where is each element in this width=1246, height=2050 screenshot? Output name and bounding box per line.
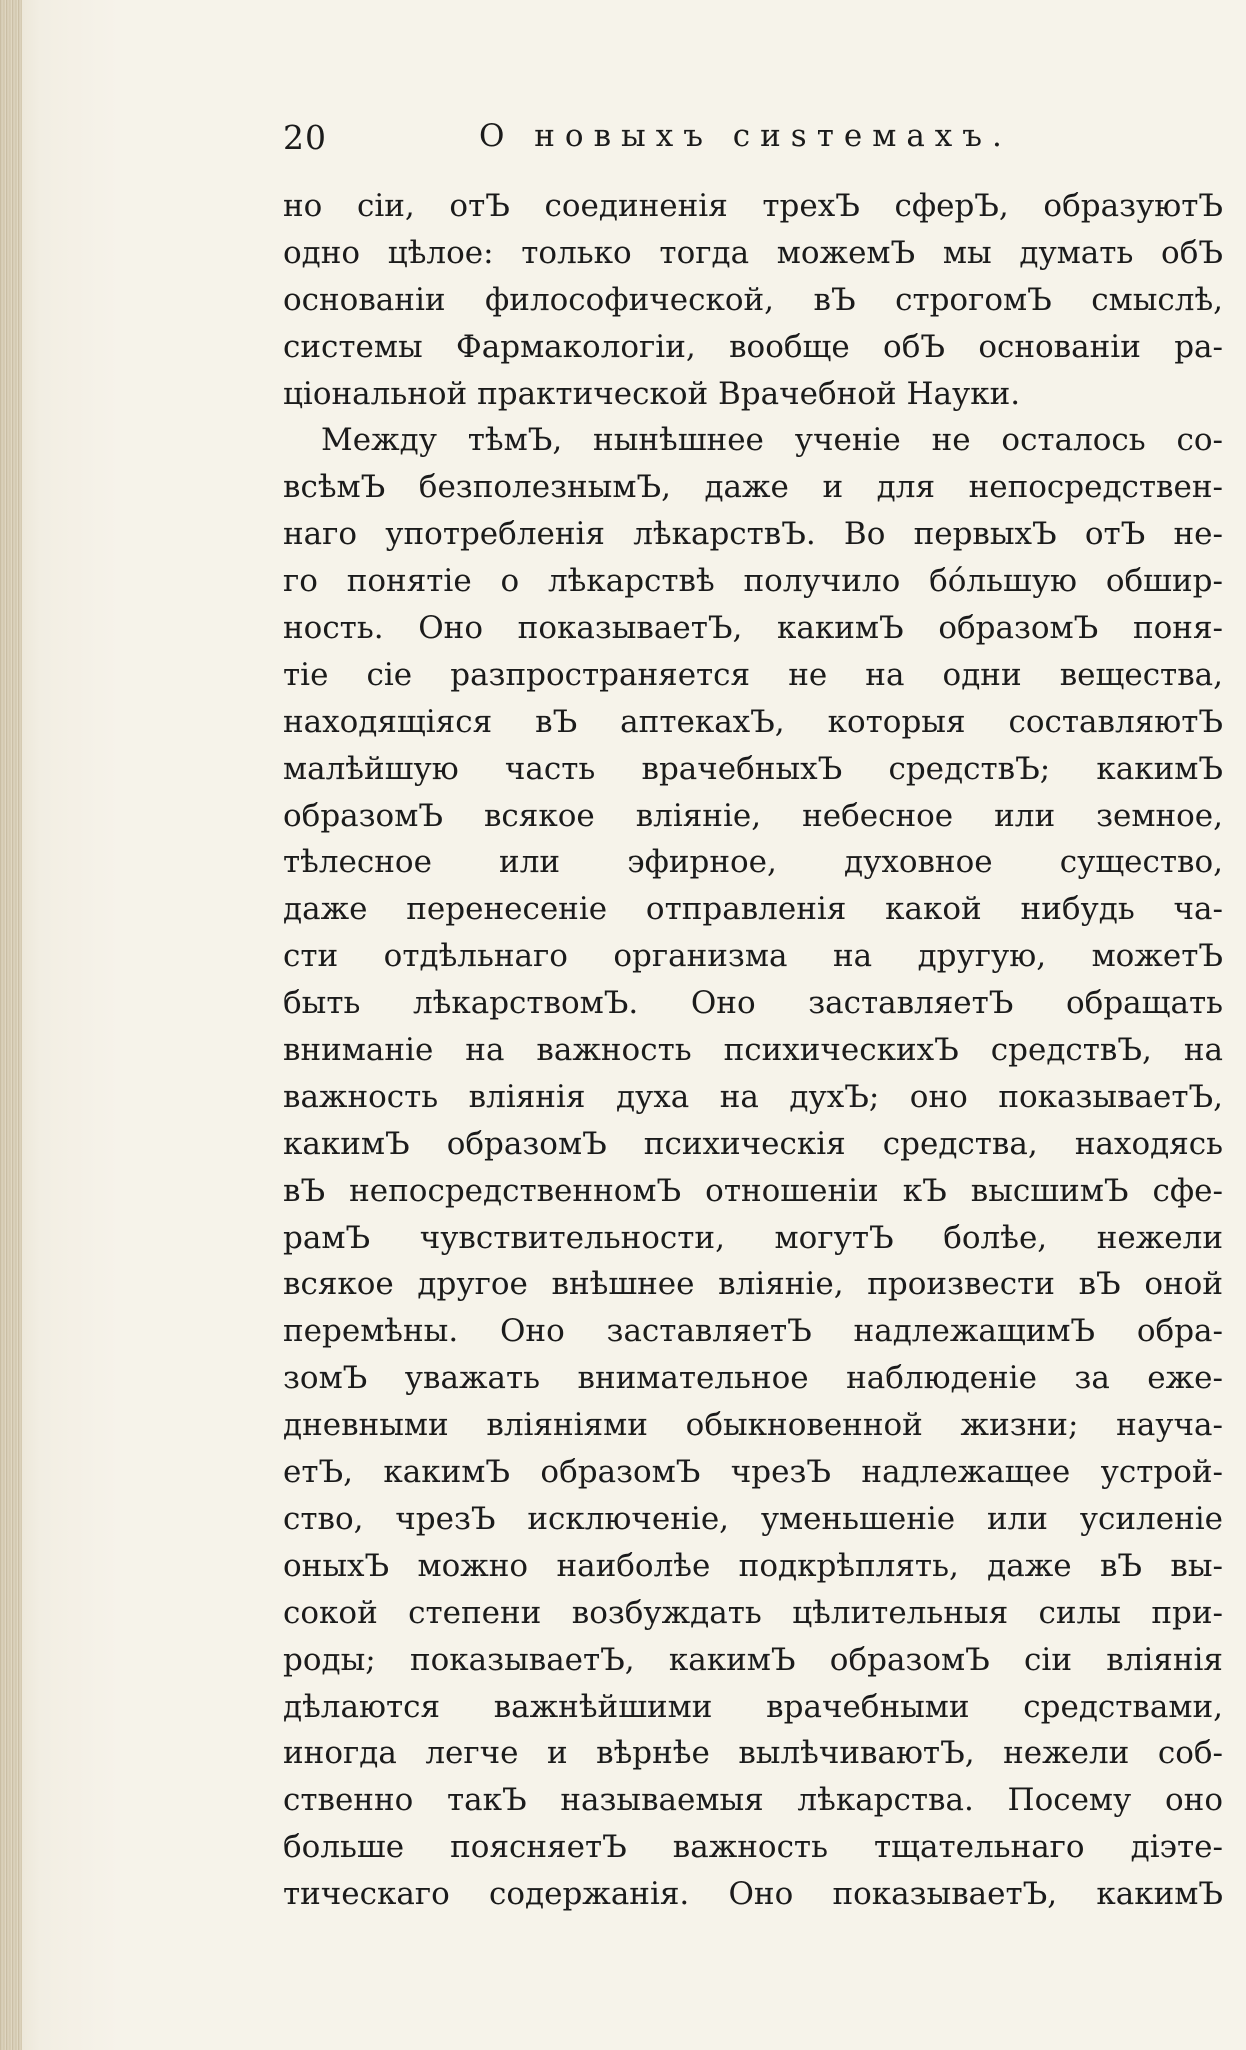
text-line: рамЪ чувствительности, могутЪ болѣе, нежели <box>283 1219 1223 1256</box>
text-line: какимЪ образомЪ психическія средства, находясь <box>283 1125 1223 1162</box>
text-line: но сіи, отЪ соединенія трехЪ сферЪ, образуютЪ <box>283 188 1223 224</box>
text-line: вниманіе на важность психическихЪ средствЪ, на <box>283 1032 1223 1069</box>
text-line: оныхЪ можно наиболѣе подкрѣплять, даже вЪ вы- <box>283 1547 1223 1584</box>
text-line: важность вліянія духа на духЪ; оно показываетЪ, <box>283 1078 1223 1115</box>
text-line: вЪ непосредственномЪ отношеніи кЪ высшимЪ сфе- <box>283 1172 1223 1209</box>
text-line: зомЪ уважать внимательное наблюденіе за еже- <box>283 1360 1223 1397</box>
page-header <box>283 118 1043 168</box>
text-line: дневными вліяніями обыкновенной жизни; науча- <box>283 1407 1223 1444</box>
text-line: ство, чрезЪ исключеніе, уменьшеніе или усиленіе <box>283 1500 1223 1537</box>
text-line: сокой степени возбуждать цѣлительныя силы при- <box>283 1594 1223 1631</box>
text-line: перемѣны. Оно заставляетЪ надлежащимЪ обра- <box>283 1313 1223 1350</box>
text-line: системы Фармакологіи, вообще обЪ основаніи ра- <box>283 328 1223 365</box>
text-line: малѣйшую часть врачебныхЪ средствЪ; какимЪ <box>283 750 1223 787</box>
text-line: находящіяся вЪ аптекахЪ, которыя составляютЪ <box>283 703 1223 740</box>
text-line: го понятіе о лѣкарствѣ получило бо́льшую обшир- <box>283 563 1223 600</box>
text-line: ность. Оно показываетЪ, какимЪ образомЪ поня- <box>283 610 1223 647</box>
text-line: тіе сіе разпространяется не на одни вещества, <box>283 656 1223 693</box>
text-line: быть лѣкарствомЪ. Оно заставляетЪ обращать <box>283 985 1223 1022</box>
text-line: одно цѣлое: только тогда можемЪ мы думать обЪ <box>283 234 1223 271</box>
text-line: даже перенесеніе отправленія какой нибудь ча- <box>283 891 1223 928</box>
binding-edge <box>0 0 22 2050</box>
page-number: 20 <box>283 118 327 157</box>
text-line: сти отдѣльнаго организма на другую, можетЪ <box>283 938 1223 975</box>
text-line: етЪ, какимЪ образомЪ чрезЪ надлежащее устрой- <box>283 1454 1223 1491</box>
text-line: всѣмЪ безполезнымЪ, даже и для непосредствен- <box>283 469 1223 506</box>
text-line: иногда легче и вѣрнѣе вылѣчиваютЪ, нежели соб- <box>283 1735 1223 1772</box>
text-line: ціональной практической Врачебной Науки. <box>283 375 1021 412</box>
text-line: тическаго содержанія. Оно показываетЪ, какимЪ <box>283 1876 1223 1913</box>
body-text <box>283 183 1223 1918</box>
text-line: тѣлесное или эфирное, духовное существо, <box>283 844 1223 881</box>
text-line: роды; показываетЪ, какимЪ образомЪ сіи вліянія <box>283 1641 1223 1678</box>
text-line: больше поясняетЪ важность тщательнаго діэте- <box>283 1829 1223 1866</box>
text-line: образомЪ всякое вліяніе, небесное или земное, <box>283 797 1223 834</box>
text-line: основаніи философической, вЪ строгомЪ смыслѣ, <box>283 281 1223 318</box>
paragraph-2 <box>283 417 1223 1918</box>
text-line: дѣлаются важнѣйшими врачебными средствами, <box>283 1688 1223 1725</box>
text-line: всякое другое внѣшнее вліяніе, произвести вЪ оной <box>283 1266 1223 1303</box>
text-line: ственно такЪ называемыя лѣкарства. Посему оно <box>283 1782 1223 1819</box>
paragraph-1 <box>283 183 1223 417</box>
running-title: О новыхъ сиѕтемахъ. <box>479 118 1012 154</box>
text-line: наго употребленія лѣкарствЪ. Во первыхЪ отЪ не- <box>283 516 1223 553</box>
text-line: Между тѣмЪ, нынѣшнее ученіе не осталось со- <box>321 422 1223 459</box>
